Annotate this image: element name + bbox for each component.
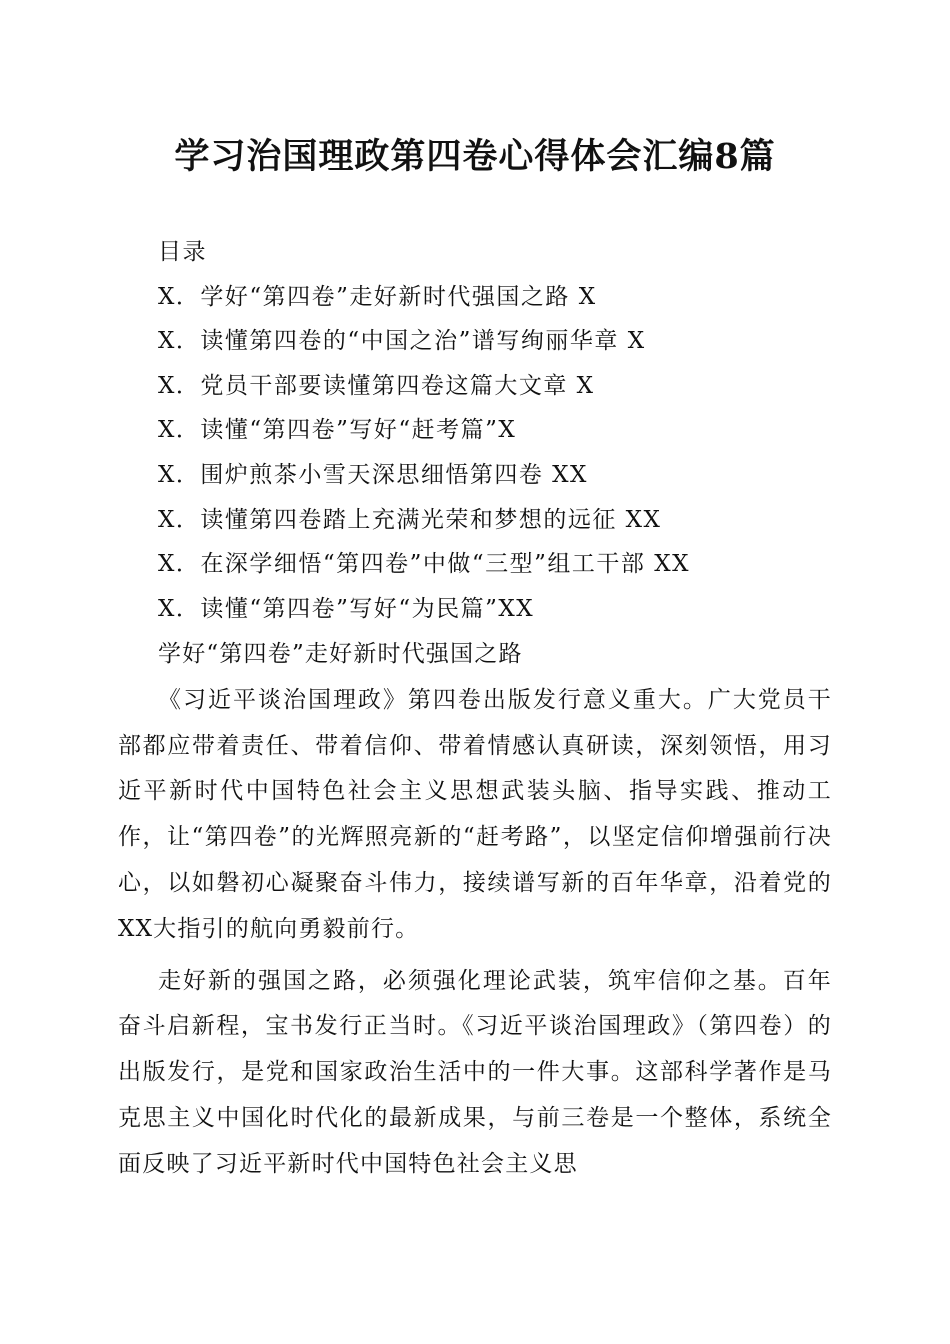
toc-heading: 目录 — [158, 239, 207, 265]
toc-item: X．党员干部要读懂第四卷这篇大文章 X — [158, 372, 595, 399]
body-paragraph: 《习近平谈治国理政》第四卷出版发行意义重大。广大党员干部都应带着责任、带着信仰、带着情感认真研读，深刻领悟，用习近平新时代中国特色社会主义思想武装头脑、指导实践、推动工作，让“第四卷”的光辉照亮新的“赶考路”，以坚定信仰增强前行决心，以如磐初心凝聚奋斗伟力，接续谱写新的百年华章，沿着党的XX大指引的航向勇毅前行。 — [118, 686, 832, 942]
toc-item: X．在深学细悟“第四卷”中做“三型”组工干部 XX — [158, 551, 690, 578]
toc-item: X．读懂“第四卷”写好“赶考篇”X — [158, 417, 517, 444]
table-of-contents — [158, 230, 858, 631]
toc-item: X．读懂第四卷踏上充满光荣和梦想的远征 XX — [158, 506, 662, 533]
section-heading: 学好“第四卷”走好新时代强国之路 — [158, 641, 523, 667]
body-paragraph: 走好新的强国之路，必须强化理论武装，筑牢信仰之基。百年奋斗启新程，宝书发行正当时。《习近平谈治国理政》（第四卷）的出版发行，是党和国家政治生活中的一件大事。这部科学著作是马克思主义中国化时代化的最新成果，与前三卷是一个整体，系统全面反映了习近平新时代中国特色社会主义思 — [118, 967, 832, 1177]
toc-item: X．读懂第四卷的“中国之治”谱写绚丽华章 X — [158, 328, 646, 355]
document-body — [118, 632, 832, 1188]
toc-item: X．读懂“第四卷”写好“为民篇”XX — [158, 595, 535, 622]
toc-item: X．学好“第四卷”走好新时代强国之路 X — [158, 283, 597, 310]
toc-item: X．围炉煎茶小雪天深思细悟第四卷 XX — [158, 461, 588, 488]
document-title: 学习治国理政第四卷心得体会汇编8篇 — [174, 136, 776, 177]
